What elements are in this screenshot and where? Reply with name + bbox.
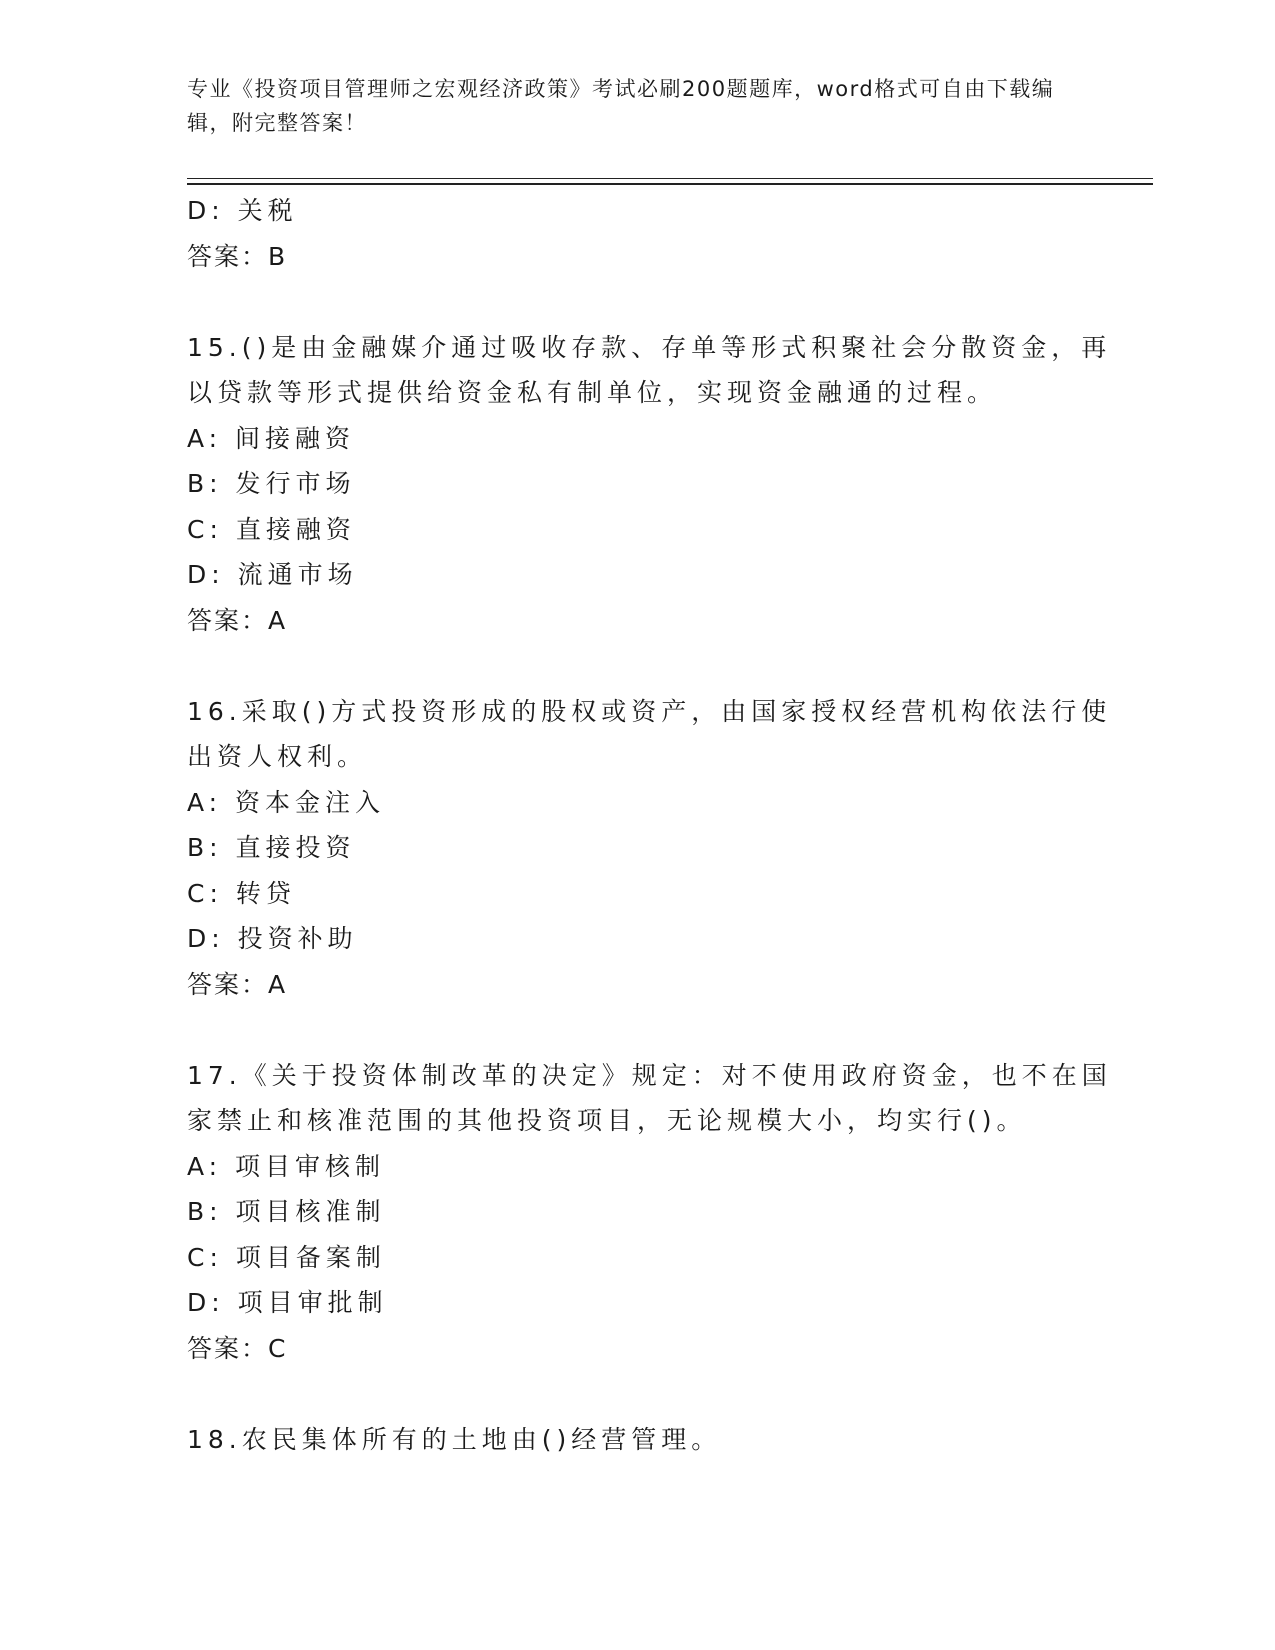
option-d: D: 项目审批制 (187, 1288, 388, 1317)
answer: 答案：A (187, 605, 288, 635)
question-17 (187, 1053, 1112, 1372)
answer: 答案：C (187, 1333, 288, 1363)
spacer (187, 643, 1087, 689)
question-18 (187, 1417, 1087, 1463)
option-a: A: 间接融资 (187, 423, 356, 453)
option-d: D: 流通市场 (187, 560, 358, 589)
option-a: A: 项目审核制 (187, 1151, 386, 1181)
question-16 (187, 689, 1112, 1008)
spacer (187, 1371, 1087, 1417)
question-text-line: 17.《关于投资体制改革的决定》规定：对不使用政府资金，也不在国 (187, 1060, 1112, 1090)
prev-answer: 答案：B (187, 241, 288, 271)
option-b: B: 项目核准制 (187, 1197, 386, 1226)
question-text-line: 以贷款等形式提供给资金私有制单位，实现资金融通的过程。 (187, 378, 998, 407)
option-b: B: 直接投资 (187, 833, 356, 862)
question-text-line: 出资人权利。 (187, 742, 368, 771)
question-content (187, 188, 1112, 1462)
answer: 答案：A (187, 969, 288, 999)
page-header: 专业《投资项目管理师之宏观经济政策》考试必刷200题题库，word格式可自由下载编辑，附完整答案！ (187, 77, 1055, 135)
option-c: C: 转贷 (187, 878, 296, 908)
question-text-line: 家禁止和核准范围的其他投资项目，无论规模大小，均实行()。 (187, 1106, 1027, 1135)
option-d: D: 投资补助 (187, 924, 358, 953)
option-c: C: 直接融资 (187, 514, 356, 544)
option-a: A: 资本金注入 (187, 787, 386, 817)
question-text-line: 18.农民集体所有的土地由()经营管理。 (187, 1424, 722, 1454)
question-text-line: 15.()是由金融媒介通过吸收存款、存单等形式积聚社会分散资金，再 (187, 332, 1112, 362)
option-c: C: 项目备案制 (187, 1242, 386, 1272)
header-rule-thick (187, 183, 1153, 185)
header-rule-thin (187, 178, 1153, 179)
spacer (187, 1007, 1087, 1053)
question-15 (187, 325, 1112, 644)
prev-option-d: D: 关税 (187, 196, 298, 225)
option-b: B: 发行市场 (187, 469, 356, 498)
question-text-line: 16.采取()方式投资形成的股权或资产，由国家授权经营机构依法行使 (187, 696, 1112, 726)
spacer (187, 279, 1087, 325)
